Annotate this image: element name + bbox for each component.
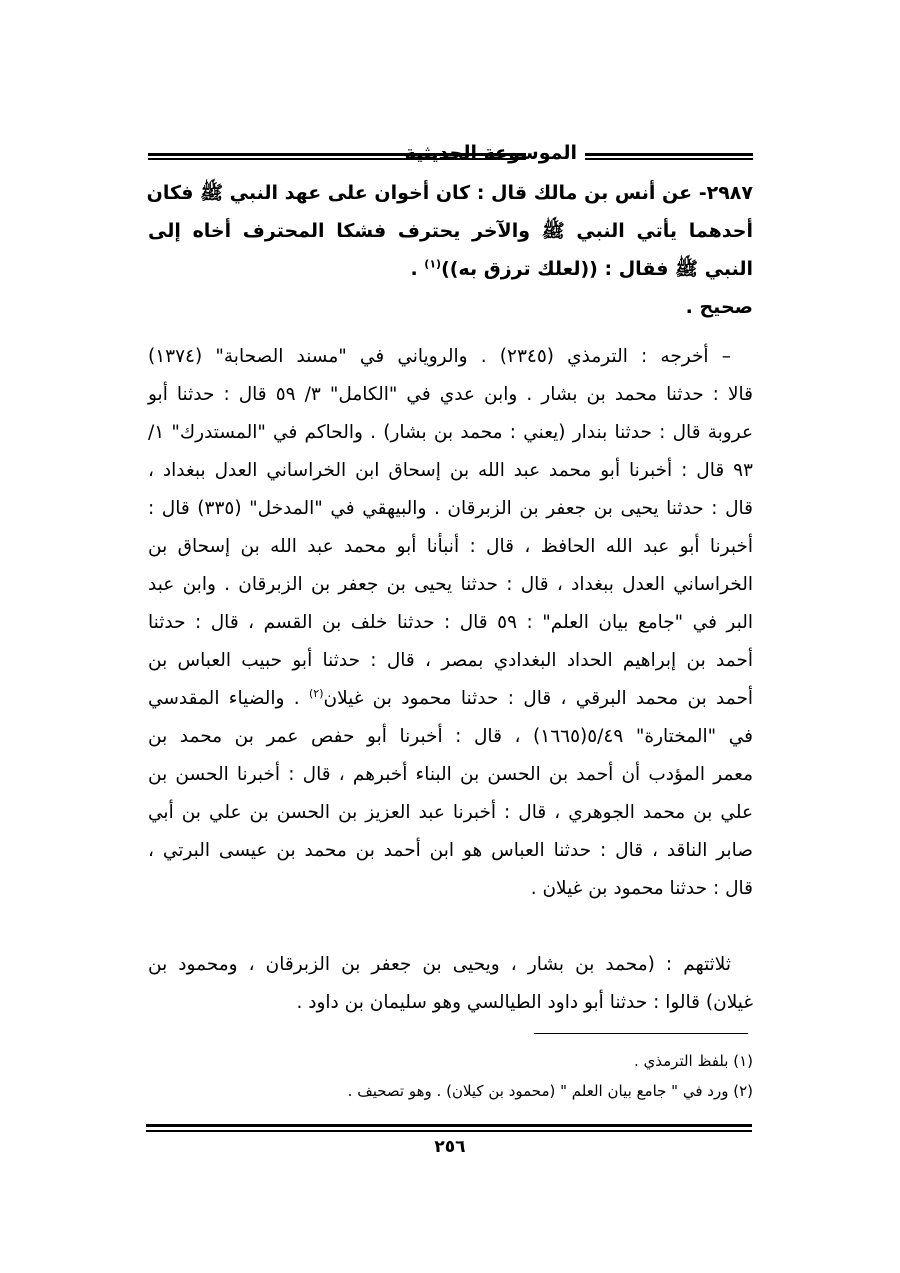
takhrij-line-text: . والضياء المقدسي	[148, 688, 309, 709]
hadith-line: أحدهما يأتي النبي ﷺ والآخر يحترف فشكا المحترف أخاه إلى	[148, 220, 753, 242]
footnote-separator	[534, 1033, 748, 1034]
takhrij-line: قالا : حدثنا محمد بن بشار . وابن عدي في "الكامل" ٣/ ٥٩ قال : حدثنا أبو	[148, 384, 753, 405]
running-header	[148, 138, 753, 174]
footnotes	[148, 1046, 753, 1106]
takhrij-line: أخبرنا أبو عبد الله الحافظ ، قال : أنبأنا أبو محمد عبد الله بن إسحاق بن	[148, 536, 753, 557]
takhrij-line-text: أحمد بن محمد البرقي ، قال : حدثنا محمود بن غيلان	[323, 688, 754, 709]
takhrij-line: في "المختارة" ٥/٤٩(١٦٦٥) ، قال : أخبرنا أبو حفص عمر بن محمد بن	[148, 726, 753, 747]
grade: صحيح .	[685, 296, 753, 318]
hadith-line	[148, 250, 753, 288]
summary-line: ثلاثتهم : (محمد بن بشار ، ويحيى بن جعفر بن الزبرقان ، ومحمود بن	[148, 954, 731, 975]
hadith-text	[148, 174, 753, 326]
takhrij-line: عروبة قال : حدثنا بندار (يعني : محمد بن بشار) . والحاكم في "المستدرك" ١/	[148, 422, 753, 443]
takhrij-line	[148, 680, 753, 718]
takhrij-line: البر في "جامع بيان العلم" : ٥٩ قال : حدثنا خلف بن القسم ، قال : حدثنا	[148, 612, 753, 633]
footnote-item: (١) بلفظ الترمذي .	[633, 1052, 753, 1070]
hadith-line: ٢٩٨٧- عن أنس بن مالك قال : كان أخوان على عهد النبي ﷺ فكان	[146, 182, 753, 204]
takhrij-line: صابر الناقد ، قال : حدثنا العباس هو ابن أحمد بن محمد بن عيسى البرتي ،	[148, 840, 753, 861]
takhrij-line: – أخرجه : الترمذي (٢٣٤٥) . والروياني في "مسند الصحابة" (١٣٧٤)	[148, 346, 732, 367]
footnote-ref: (٢)	[308, 686, 324, 700]
summary-text	[148, 946, 753, 1022]
header-rule-right	[585, 153, 753, 160]
takhrij-line: علي بن محمد الجوهري ، قال : أخبرنا عبد العزيز بن الحسن بن علي بن أبي	[148, 802, 753, 823]
header-title: الموسوعة الحديثية	[404, 142, 577, 164]
footnote-ref: (١)	[424, 257, 442, 271]
takhrij-line: قال : حدثنا يحيى بن جعفر بن الزبرقان . والبيهقي في "المدخل" (٣٣٥) قال :	[148, 498, 753, 519]
hadith-line-end: .	[410, 258, 425, 280]
takhrij-line: ٩٣ قال : أخبرنا أبو محمد عبد الله بن إسحاق ابن الخراساني العدل ببغداد ،	[148, 460, 753, 481]
takhrij-line: أحمد بن إبراهيم الحداد البغدادي بمصر ، قال : حدثنا أبو حبيب العباس بن	[148, 650, 753, 671]
footnote-item: (٢) ورد في " جامع بيان العلم " (محمود بن كيلان) . وهو تصحيف .	[347, 1082, 753, 1100]
takhrij-line: الخراساني العدل ببغداد ، قال : حدثنا يحيى بن جعفر بن الزبرقان . وابن عبد	[148, 574, 753, 595]
takhrij-text	[148, 338, 753, 908]
takhrij-line: قال : حدثنا محمود بن غيلان .	[530, 878, 753, 899]
summary-line: غيلان) قالوا : حدثنا أبو داود الطيالسي وهو سليمان بن داود .	[296, 992, 753, 1013]
bottom-rule	[146, 1124, 752, 1132]
takhrij-line: معمر المؤدب أن أحمد بن الحسن بن البناء أخبرهم ، قال : أخبرنا الحسن بن	[148, 764, 753, 785]
hadith-line-text: النبي ﷺ فقال : ((لعلك ترزق به))	[441, 258, 753, 280]
page-number: ٢٥٦	[434, 1137, 466, 1157]
